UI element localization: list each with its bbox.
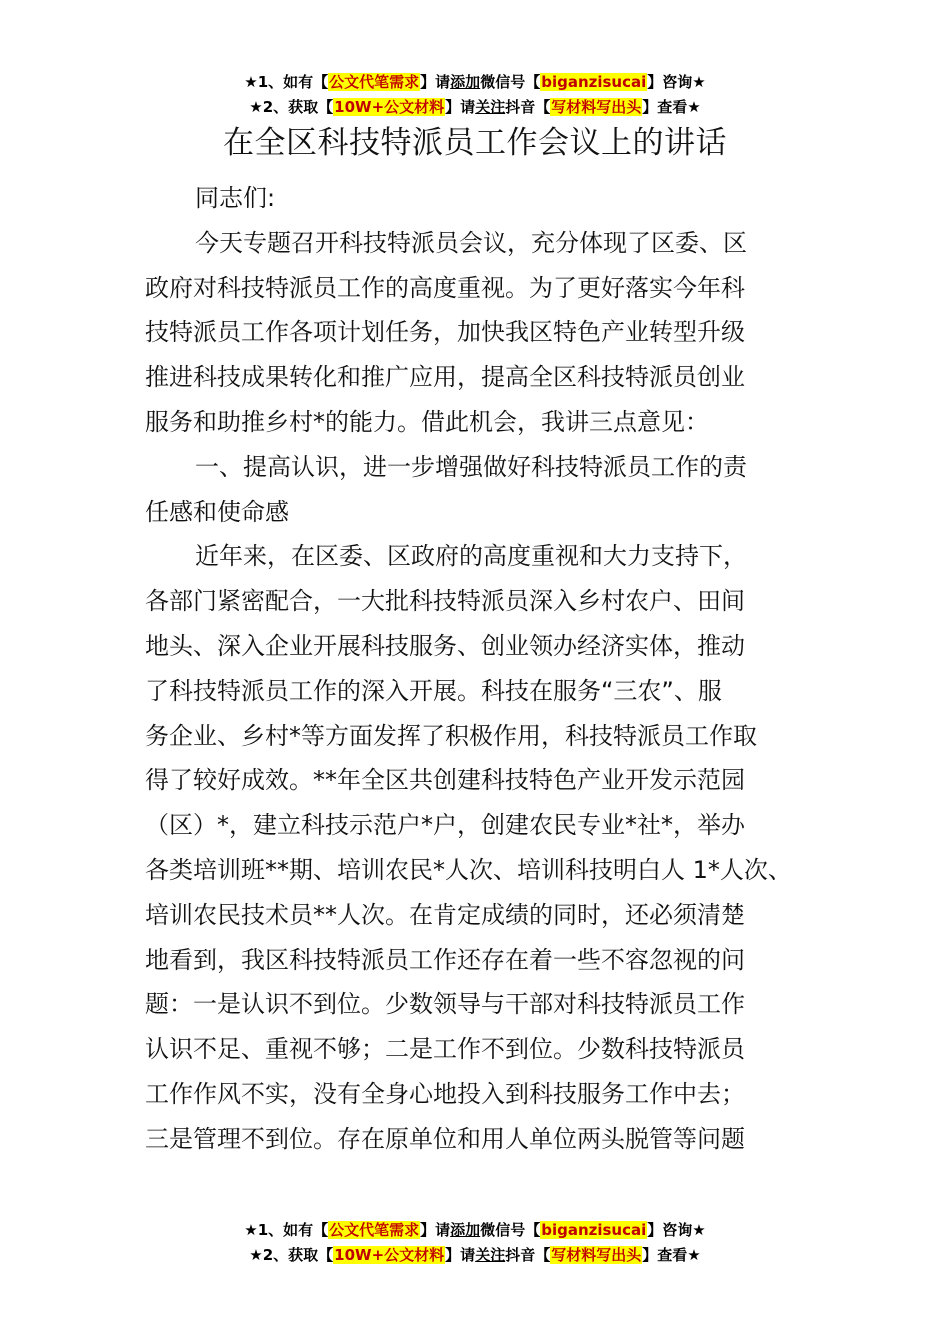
text-line: 认识不足、重视不够；二是工作不到位。少数科技特派员 xyxy=(145,1035,745,1064)
text-line: 培训农民技术员**人次。在肯定成绩的同时，还必须清楚 xyxy=(145,900,745,929)
paragraph-intro xyxy=(145,221,810,445)
text-line: （区）*，建立科技示范户*户，创建农民专业*社*，举办 xyxy=(145,811,745,840)
section-heading-1 xyxy=(145,445,810,535)
highlight-douyin-account: 写材料写出头 xyxy=(551,1246,642,1264)
highlight-service: 公文代笔需求 xyxy=(329,1221,420,1239)
highlight-service: 公文代笔需求 xyxy=(329,73,420,91)
banner-text: 】查看 xyxy=(642,98,688,116)
text-line: 服务和助推乡村*的能力。借此机会，我讲三点意见： xyxy=(145,407,709,436)
banner-text: 】请 xyxy=(445,1246,476,1264)
star-icon: ★ xyxy=(249,1246,263,1264)
footer-banner xyxy=(0,1218,950,1268)
star-icon: ★ xyxy=(692,73,706,91)
header-banner xyxy=(0,70,950,120)
text-line: 务企业、乡村*等方面发挥了积极作用，科技特派员工作取 xyxy=(145,721,757,750)
paragraph-achievements xyxy=(145,534,810,1161)
text-line: 题：一是认识不到位。少数领导与干部对科技特派员工作 xyxy=(145,990,745,1019)
document-title: 在全区科技特派员工作会议上的讲话 xyxy=(223,125,727,161)
star-icon: ★ xyxy=(687,98,701,116)
banner-text: 】查看 xyxy=(642,1246,688,1264)
banner-text: 微信号【 xyxy=(480,1221,541,1239)
star-icon: ★ xyxy=(687,1246,701,1264)
banner-text: 】咨询 xyxy=(647,1221,693,1239)
text-line: 推进科技成果转化和推广应用，提高全区科技特派员创业 xyxy=(145,363,745,392)
text-line: 了科技特派员工作的深入开展。科技在服务“三农”、服 xyxy=(145,676,722,705)
banner-text: 2、获取【 xyxy=(262,98,334,116)
highlight-douyin-account: 写材料写出头 xyxy=(551,98,642,116)
underlined-add: 添加 xyxy=(450,73,481,91)
text-line: 近年来，在区委、区政府的高度重视和大力支持下， xyxy=(195,542,747,571)
banner-text: 1、如有【 xyxy=(257,73,329,91)
salutation: 同志们: xyxy=(195,184,276,212)
banner-text: 2、获取【 xyxy=(262,1246,334,1264)
underlined-follow: 关注 xyxy=(475,1246,506,1264)
star-icon: ★ xyxy=(244,1221,258,1239)
highlight-materials: 10W+公文材料 xyxy=(334,1246,445,1264)
banner-text: 1、如有【 xyxy=(257,1221,329,1239)
banner-text: 】请 xyxy=(445,98,476,116)
text-line: 各类培训班**期、培训农民*人次、培训科技明白人 1*人次、 xyxy=(145,855,792,884)
highlight-wechat-id: biganzisucai xyxy=(541,73,647,91)
banner-text: 抖音【 xyxy=(505,1246,551,1264)
banner-text: 】请 xyxy=(420,73,451,91)
star-icon: ★ xyxy=(249,98,263,116)
banner-line-2 xyxy=(0,95,950,120)
text-line: 一、提高认识，进一步增强做好科技特派员工作的责 xyxy=(195,452,747,481)
banner-line-2 xyxy=(0,1243,950,1268)
text-line: 得了较好成效。**年全区共创建科技特色产业开发示范园 xyxy=(145,766,745,795)
banner-text: 】咨询 xyxy=(647,73,693,91)
underlined-follow: 关注 xyxy=(475,98,506,116)
star-icon: ★ xyxy=(244,73,258,91)
text-line: 地看到，我区科技特派员工作还存在着一些不容忽视的问 xyxy=(145,945,745,974)
document-body xyxy=(145,176,810,1162)
text-line: 地头、深入企业开展科技服务、创业领办经济实体，推动 xyxy=(145,631,745,660)
banner-text: 】请 xyxy=(420,1221,451,1239)
highlight-materials: 10W+公文材料 xyxy=(334,98,445,116)
star-icon: ★ xyxy=(692,1221,706,1239)
highlight-wechat-id: biganzisucai xyxy=(541,1221,647,1239)
text-line: 政府对科技特派员工作的高度重视。为了更好落实今年科 xyxy=(145,273,745,302)
banner-line-1 xyxy=(0,1218,950,1243)
text-line: 各部门紧密配合，一大批科技特派员深入乡村农户、田间 xyxy=(145,587,745,616)
banner-line-1 xyxy=(0,70,950,95)
text-line: 技特派员工作各项计划任务，加快我区特色产业转型升级 xyxy=(145,318,745,347)
underlined-add: 添加 xyxy=(450,1221,481,1239)
text-line: 三是管理不到位。存在原单位和用人单位两头脱管等问题 xyxy=(145,1124,745,1153)
text-line: 今天专题召开科技特派员会议，充分体现了区委、区 xyxy=(195,228,747,257)
banner-text: 抖音【 xyxy=(505,98,551,116)
banner-text: 微信号【 xyxy=(480,73,541,91)
text-line: 工作作风不实，没有全身心地投入到科技服务工作中去； xyxy=(145,1079,745,1108)
text-line: 任感和使命感 xyxy=(145,497,289,526)
